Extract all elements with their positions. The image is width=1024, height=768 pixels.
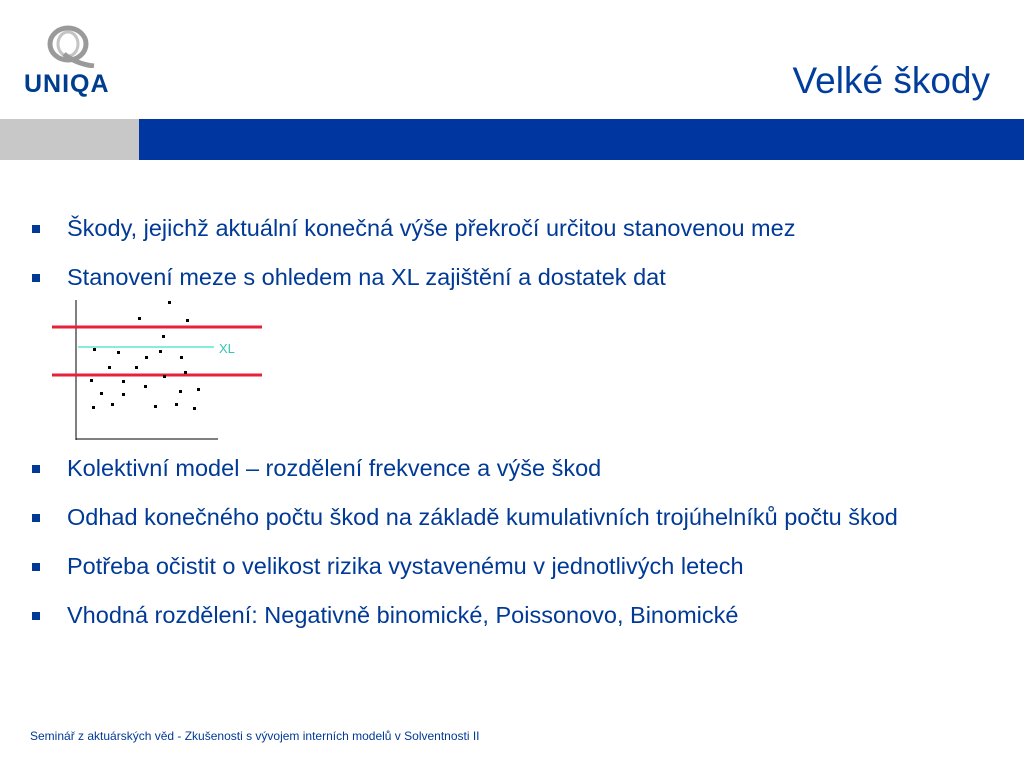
data-point xyxy=(145,356,148,359)
uniqa-logo xyxy=(24,24,116,96)
uniqa-logo-mark-icon xyxy=(42,24,98,68)
bullet-item: Vhodná rozdělení: Negativně binomické, Poissonovo, Binomické xyxy=(30,599,990,632)
data-point xyxy=(168,301,171,304)
bullet-item: Škody, jejichž aktuální konečná výše překročí určitou stanovenou mez xyxy=(30,212,990,245)
data-point xyxy=(159,350,162,353)
page-title: Velké škody xyxy=(792,60,990,101)
header-band-grey xyxy=(0,119,139,160)
data-point xyxy=(193,407,196,410)
xl-diagram xyxy=(50,296,265,442)
header-band-blue xyxy=(139,119,1024,160)
data-point xyxy=(184,371,187,374)
data-point xyxy=(135,366,138,369)
bullet-item: Odhad konečného počtu škod na základě kumulativních trojúhelníků počtu škod xyxy=(30,501,990,534)
data-point xyxy=(92,406,95,409)
data-point xyxy=(162,335,165,338)
data-point xyxy=(186,319,189,322)
footer-text: Seminář z aktuárských věd - Zkušenosti s vývojem interních modelů v Solventnosti II xyxy=(30,729,480,743)
data-point xyxy=(117,351,120,354)
data-point xyxy=(163,375,166,378)
data-point xyxy=(180,356,183,359)
data-point xyxy=(122,393,125,396)
data-point xyxy=(122,380,125,383)
bullet-list-bottom xyxy=(30,452,990,648)
data-point xyxy=(179,390,182,393)
data-point xyxy=(197,388,200,391)
data-point xyxy=(154,405,157,408)
data-point xyxy=(90,379,93,382)
bullet-item: Kolektivní model – rozdělení frekvence a výše škod xyxy=(30,452,990,485)
data-point xyxy=(175,403,178,406)
data-point xyxy=(93,348,96,351)
data-point xyxy=(100,392,103,395)
data-point xyxy=(108,366,111,369)
bullet-item: Potřeba očistit o velikost rizika vystavenému v jednotlivých letech xyxy=(30,550,990,583)
data-point xyxy=(138,317,141,320)
data-point xyxy=(144,385,147,388)
xl-label: XL xyxy=(219,341,235,356)
data-point xyxy=(111,403,114,406)
logo-text: UNIQA xyxy=(24,70,110,98)
bullet-item: Stanovení meze s ohledem na XL zajištění a dostatek dat xyxy=(30,261,990,294)
